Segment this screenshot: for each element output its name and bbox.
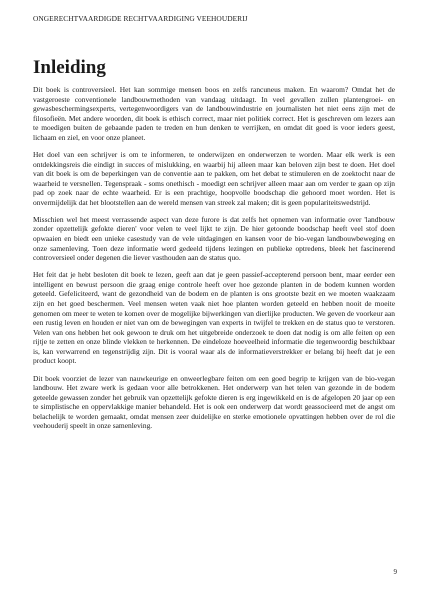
body-text (33, 85, 395, 438)
paragraph: Misschien wel het meest verrassende aspect van deze furore is dat zelfs het opnemen van informatie over 'landbouw zonder opzettelijk gefokte dieren' voor velen te veel lijkt te zijn. De hier getoonde boodschap heeft veel stof doen opwaaien en biedt een unieke casestudy van de vele uitdagingen en kansen voor de bio-vegan landbouwbeweging en onze samenleving. Toen deze informatie werd gedeeld tijdens lezingen en publieke optredens, bleek het fascinerend controversieel onder degenen die liever vasthouden aan de status quo. (33, 214, 395, 263)
page-number: 9 (393, 568, 397, 576)
paragraph: Dit boek voorziet de lezer van nauwkeurige en onweerlegbare feiten om een goed begrip te krijgen van de bio-vegan landbouw. Het zware werk is gedaan voor alle betrokkenen. Het onderwerp van het telen van gezonde in de bodem geteelde gewassen zonder het gebruik van opzettelijk gefokte dieren is erg ingewikkeld en is de afgelopen 20 jaar op een te simplistische en oppervlakkige manier behandeld. Het is ook een onderwerp dat wordt geassocieerd met de angst om belachelijk te worden gemaakt, omdat mensen zeer duidelijke en sterke emotionele opvattingen hebben over de rol die veehouderij speelt in onze samenleving. (33, 373, 395, 431)
paragraph: Dit boek is controversieel. Het kan sommige mensen boos en zelfs rancuneus maken. En waarom? Omdat het de vastgeroeste conventionele landbouwmethoden van vandaag uitdaagt. In veel gevallen zullen plantengroei- en gewasbeschermingsexperts, vertegenwoordigers van de landbouwindustrie en journalisten het niet eens zijn met de filosofieën. Met andere woorden, dit boek is ethisch correct, maar niet politiek correct. Het is geschreven om lezers aan te moedigen buiten de gebaande paden te treden en hun denken te verrijken, en omdat dit goed is voor ieders geest, lichaam en ziel, en voor onze planeet. (33, 85, 395, 142)
running-header: ONGERECHTVAARDIGDE RECHTVAARDIGING VEEHOUDERIJ (33, 14, 248, 23)
chapter-title: Inleiding (33, 57, 106, 78)
book-page (33, 0, 395, 600)
paragraph: Het feit dat je hebt besloten dit boek te lezen, geeft aan dat je geen passief-accepterend persoon bent, maar eerder een intelligent en bewust persoon die graag enige controle heeft over hoe gezonde planten in de bodem kunnen worden geteeld. Gefeliciteerd, want de gezondheid van de bodem en de planten is ons grootste bezit en we moeten waakzaam zijn en het goed beschermen. Veel mensen weten vaak niet hoe planten worden geteeld en hebben nooit de moeite genomen om meer te weten te komen over de mogelijke bijwerkingen van dierlijke producten. We geven de voorkeur aan een rustig leven en houden er niet van om de bewegingen van experts in twijfel te trekken en de status quo te verstoren. Velen van ons hebben het ook gewoon te druk om het uitgebreide onderzoek te doen dat nodig is om alle feiten op een rijtje te zetten en onze blinde vlekken te herkennen. De eindeloze hoeveelheid informatie die tegenwoordig beschikbaar is, kan verwarrend en tegenstrijdig zijn. Dit is vooral waar als de informatieverstrekker er belang bij heeft dat je een product koopt. (33, 270, 395, 366)
paragraph: Het doel van een schrijver is om te informeren, te onderwijzen en onderwerzen te worden. Maar elk werk is een ontdekkingsreis die eindigt in succes of mislukking, en waarbij hij alleen maar kan beloven zijn best te doen. Het doel van dit boek is om de beperkingen van de conventie aan te pakken, om het debat te stimuleren en de zoektocht naar de waarheid te versnellen. Tegenspraak - soms onethisch - moedigt een schrijver alleen maar aan om verder te gaan op zijn pad op zoek naar de echte waarheid. Er is een prachtige, hoopvolle boodschap die gehoord moet worden. Het is onvermijdelijk dat het blootstellen aan de wereld mensen van streek zal maken; dit is geen populariteitswedstrijd. (33, 149, 395, 207)
